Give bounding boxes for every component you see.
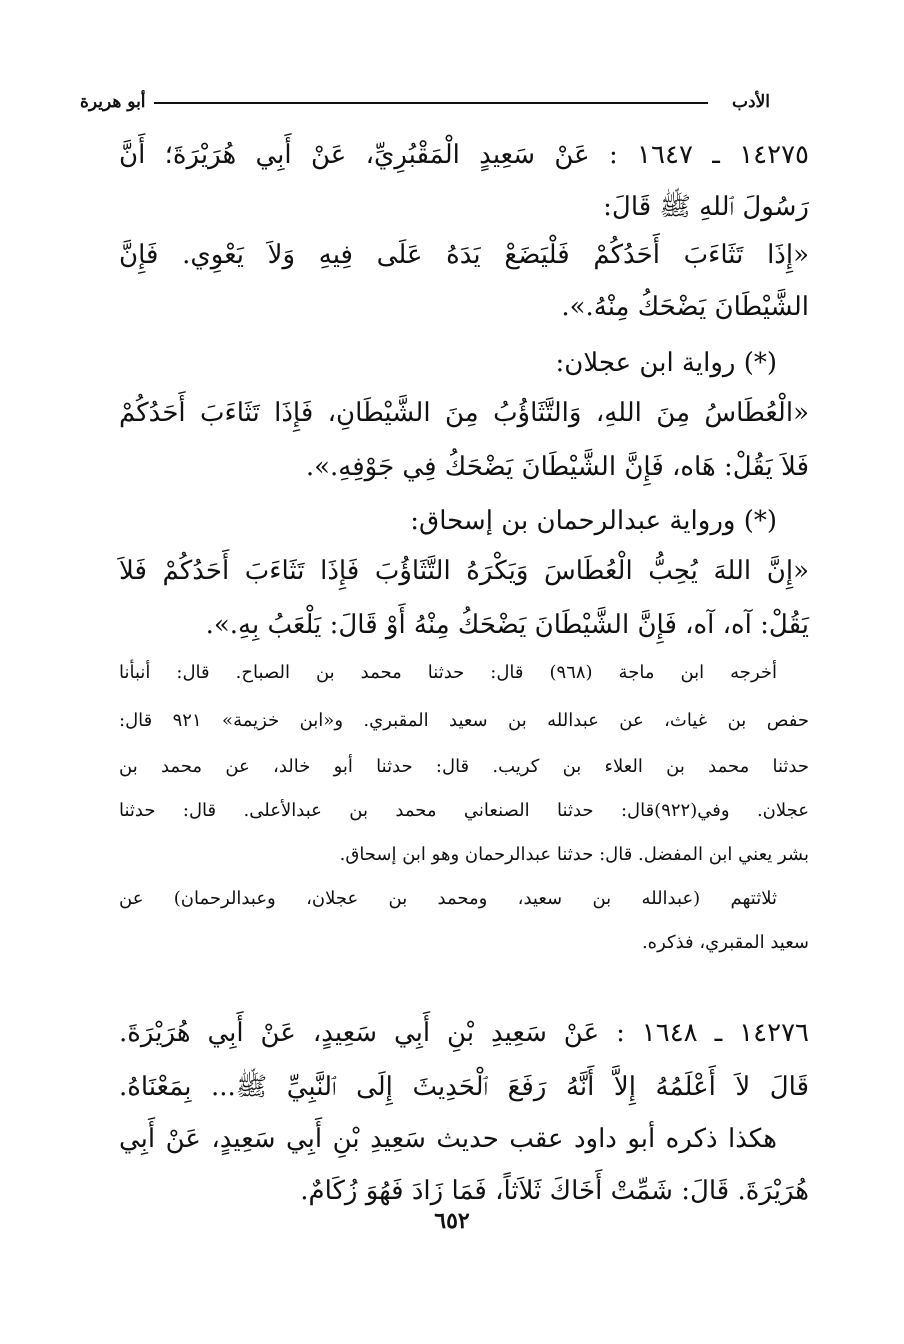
takhrij-note-line: بشر يعني ابن المفضل. قال: حدثنا عبدالرحمان وهو ابن إسحاق. bbox=[339, 844, 809, 865]
hadith-line: ١٤٢٧٦ ـ ١٦٤٨ : عَنْ سَعِيدِ بْنِ أَبِي سَعِيدٍ، عَنْ أَبِي هُرَيْرَةَ. bbox=[119, 1018, 809, 1048]
hadith-line: «إِذَا تَثَاءَبَ أَحَدُكُمْ فَلْيَضَعْ يَدَهُ عَلَى فِيهِ وَلاَ يَعْوِي. فَإِنَّ bbox=[119, 240, 809, 270]
takhrij-note-line: ثلاثتهم (عبدالله بن سعيد، ومحمد بن عجلان، وعبدالرحمان) عن bbox=[119, 888, 777, 909]
hadith-line: يَقُلْ: آه، آه، فَإِنَّ الشَّيْطَانَ يَضْحَكُ مِنْهُ أَوْ قَالَ: يَلْعَبُ بِهِ.». bbox=[205, 610, 809, 640]
hadith-line: «الْعُطَاسُ مِنَ اللهِ، وَالتَّثَاؤُبُ مِنَ الشَّيْطَانِ، فَإِذَا تَثَاءَبَ أَحَدُكُمْ bbox=[119, 398, 809, 428]
hadith-line: هُرَيْرَةَ. قَالَ: شَمِّتْ أَخَاكَ ثَلاَثاً، فَمَا زَادَ فَهُوَ زُكَامٌ. bbox=[300, 1176, 809, 1206]
takhrij-note-line: حدثنا محمد بن العلاء بن كريب. قال: حدثنا أبو خالد، عن محمد بن bbox=[119, 756, 809, 777]
takhrij-note-line: سعيد المقبري، فذكره. bbox=[641, 932, 809, 953]
takhrij-note-line: عجلان. وفي(٩٢٢)قال: حدثنا الصنعاني محمد بن عبدالأعلى. قال: حدثنا bbox=[119, 800, 809, 821]
narration-heading: (*) ورواية عبدالرحمان بن إسحاق: bbox=[410, 506, 777, 536]
hadith-line: قَالَ لاَ أَعْلَمُهُ إِلاَّ أَنَّهُ رَفَعَ ٱلْحَدِيثَ إِلَى ٱلنَّبِيِّ ﷺ... بِمَعْنَاهُ. bbox=[119, 1072, 809, 1102]
chapter-title: الأدب bbox=[732, 92, 770, 112]
page-number: ٦٥٢ bbox=[434, 1208, 470, 1234]
takhrij-note-line: أخرجه ابن ماجة (٩٦٨) قال: حدثنا محمد بن الصباح. قال: أنبأنا bbox=[119, 662, 777, 683]
header-rule bbox=[154, 102, 708, 104]
takhrij-note-line: حفص بن غياث، عن عبدالله بن سعيد المقبري. و«ابن خزيمة» ٩٢١ قال: bbox=[119, 710, 809, 731]
narration-heading: (*) رواية ابن عجلان: bbox=[555, 348, 777, 378]
hadith-line: هكذا ذكره أبو داود عقب حديث سَعِيدِ بْنِ أَبِي سَعِيدٍ، عَنْ أَبِي bbox=[119, 1124, 777, 1154]
narrator-title: أبو هريرة bbox=[80, 92, 146, 112]
hadith-line: رَسُولَ ٱللهِ ﷺ قَالَ: bbox=[603, 192, 809, 222]
hadith-line: فَلاَ يَقُلْ: هَاه، فَإِنَّ الشَّيْطَانَ يَضْحَكُ فِي جَوْفِهِ.». bbox=[305, 452, 809, 482]
hadith-line: «إِنَّ اللهَ يُحِبُّ الْعُطَاسَ وَيَكْرَهُ التَّثَاؤُبَ فَإِذَا تَثَاءَبَ أَحَدُكُمْ فَلاَ bbox=[119, 556, 809, 586]
running-header bbox=[80, 92, 770, 120]
hadith-line: الشَّيْطَانَ يَضْحَكُ مِنْهُ.». bbox=[561, 292, 809, 322]
hadith-line: ١٤٢٧٥ ـ ١٦٤٧ : عَنْ سَعِيدٍ الْمَقْبُرِيِّ، عَنْ أَبِي هُرَيْرَةَ؛ أَنَّ bbox=[119, 140, 810, 170]
